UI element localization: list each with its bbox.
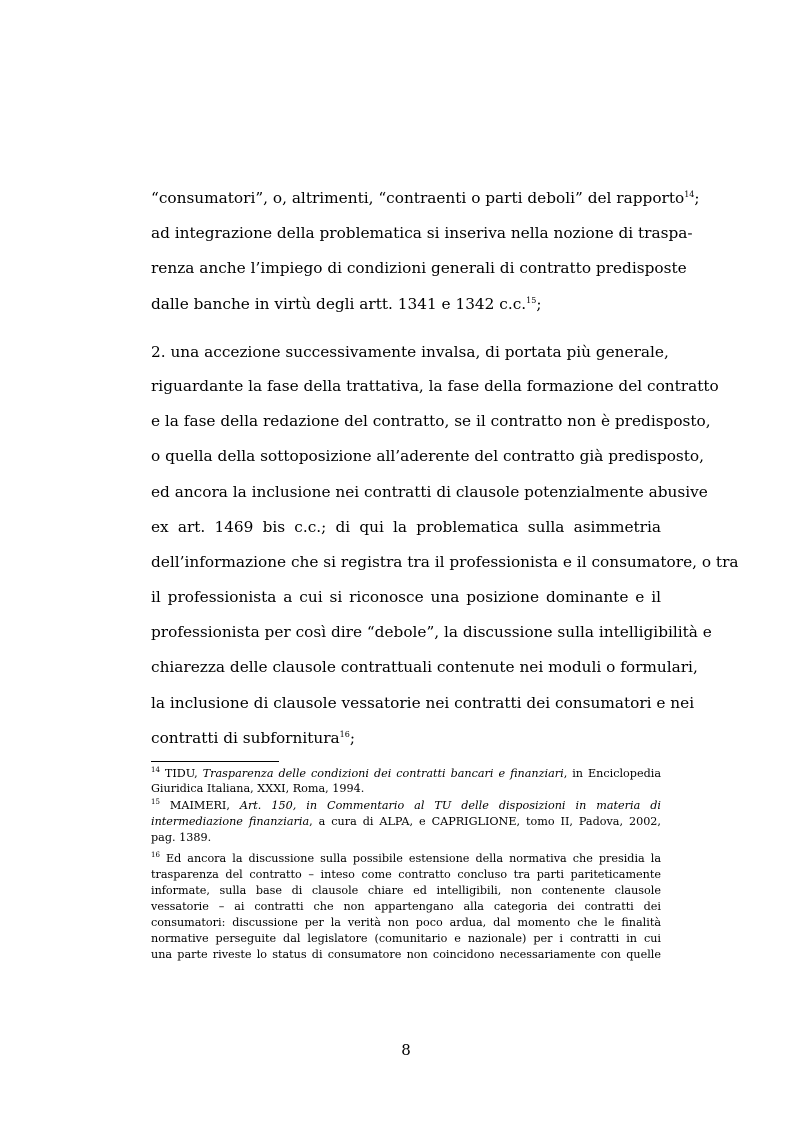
footnote-15	[151, 799, 661, 813]
line-text: “consumatori”, o, altrimenti, “contraenti o parti deboli” del rapporto	[151, 189, 685, 207]
footnote-15-line: pag. 1389.	[151, 831, 212, 844]
body-line: e la fase della redazione del contratto, se il contratto non è predisposto,	[151, 412, 711, 430]
footnote-number: 14	[151, 766, 160, 774]
footnote-number: 16	[151, 851, 160, 859]
body-line	[151, 294, 661, 314]
footnote-16-line: informate, sulla base di clausole chiare ed intelligibili, non contenente clausole	[151, 884, 661, 897]
footnote-ref-14: 14	[684, 190, 695, 199]
footnote-16-line: normative perseguite dal legislatore (comunitario e nazionale) per i contratti in cui	[151, 932, 661, 945]
body-line: ex art. 1469 bis c.c.; di qui la problematica sulla asimmetria	[151, 518, 661, 536]
footnote-text: TIDU,	[159, 767, 203, 780]
body-line: il professionista a cui si riconosce una posizione dominante e il	[151, 588, 661, 606]
line-text: dalle banche in virtù degli artt. 1341 e 1342 c.c.	[151, 295, 527, 313]
line-text: contratti di subfornitura	[151, 729, 340, 747]
footnote-ref-16: 16	[339, 730, 350, 739]
footnote-16-line: consumatori: discussione per la verità non poco ardua, dal momento che le finalità	[151, 916, 661, 929]
footnote-number: 15	[151, 798, 160, 806]
footnote-ref-15: 15	[526, 296, 537, 305]
footnote-text: , a cura di ALPA, e CAPRIGLIONE, tomo II, Padova, 2002,	[309, 815, 661, 828]
line-punct: ;	[349, 729, 356, 747]
footnote-title: Art. 150, in Commentario al TU delle disposizioni in materia di	[239, 799, 661, 812]
footnote-title: Trasparenza delle condizioni dei contratti bancari e finanziari	[202, 767, 564, 780]
line-punct: ;	[536, 295, 542, 313]
page-number: 8	[401, 1041, 411, 1059]
footnote-text: Ed ancora la discussione sulla possibile estensione della normativa che presidia la	[159, 852, 661, 865]
footnote-16	[151, 852, 661, 866]
footnote-15-line	[151, 815, 661, 829]
body-line: professionista per così dire “debole”, la discussione sulla intelligibilità e	[151, 623, 712, 641]
body-line: dell’informazione che si registra tra il professionista e il consumatore, o tra	[151, 553, 739, 571]
footnote-14-line: Giuridica Italiana, XXXI, Roma, 1994.	[151, 782, 365, 795]
body-line: la inclusione di clausole vessatorie nei contratti dei consumatori e nei	[151, 694, 695, 712]
body-line: chiarezza delle clausole contrattuali contenute nei moduli o formulari,	[151, 658, 698, 676]
body-line	[151, 728, 661, 748]
body-line: ad integrazione della problematica si inseriva nella nozione di traspa-	[151, 224, 693, 242]
body-line: ed ancora la inclusione nei contratti di clausole potenzialmente abusive	[151, 483, 708, 501]
footnote-16-line: vessatorie – ai contratti che non appartengano alla categoria dei contratti dei	[151, 900, 661, 913]
footnote-separator	[151, 761, 279, 762]
footnote-text: MAIMERI,	[159, 799, 240, 812]
footnote-title: intermediazione finanziaria	[151, 815, 310, 828]
footnote-14	[151, 767, 661, 781]
footnote-16-line: una parte riveste lo status di consumatore non coincidono necessariamente con quelle	[151, 948, 661, 961]
line-punct: ;	[694, 189, 700, 207]
body-line: riguardante la fase della trattativa, la fase della formazione del contratto	[151, 377, 719, 395]
footnote-text: , in Enciclopedia	[563, 767, 661, 780]
body-line: 2. una accezione successivamente invalsa, di portata più generale,	[151, 343, 669, 361]
body-line: renza anche l’impiego di condizioni generali di contratto predisposte	[151, 259, 687, 277]
footnote-16-line: trasparenza del contratto – inteso come contratto concluso tra parti pariteticamente	[151, 868, 661, 881]
body-line: o quella della sottoposizione all’aderente del contratto già predisposto,	[151, 447, 704, 465]
body-line	[151, 188, 700, 208]
